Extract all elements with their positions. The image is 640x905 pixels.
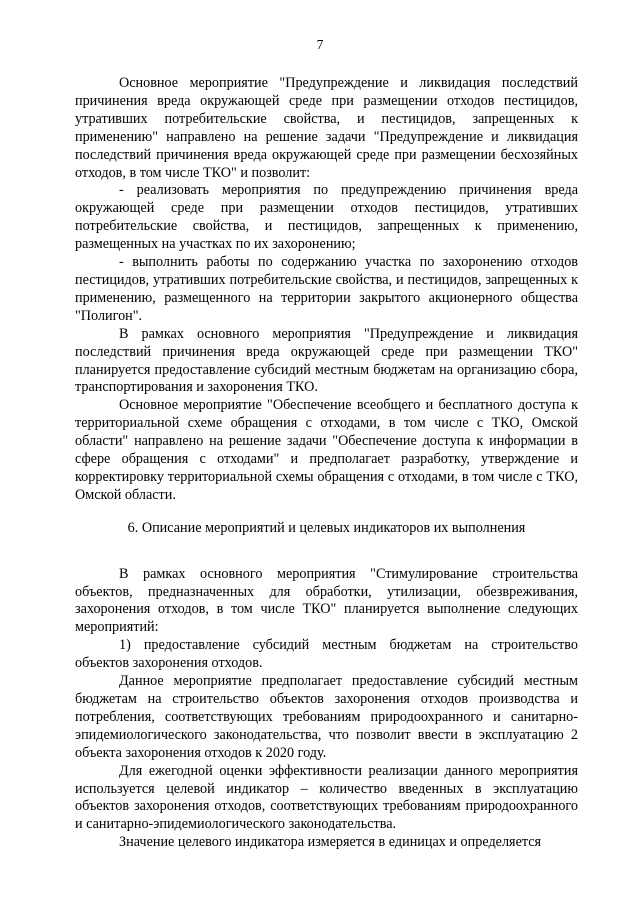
- paragraph: Основное мероприятие "Предупреждение и ликвидация последствий причинения вреда окружающей среде при размещении отходов пестицидов, утративших потребительские свойства, и пестицидов, запрещенных к применению" направлено на решение задачи "Предупреждение и ликвидация последствий причинения вреда окружающей среде при размещении бесхозяйных отходов, в том числе ТКО" и позволит:: [75, 75, 578, 181]
- paragraph: В рамках основного мероприятия "Предупреждение и ликвидация последствий причинения вреда окружающей среде при размещении ТКО" планируется предоставление субсидий местным бюджетам на организацию сбора, транспортирования и захоронения ТКО.: [75, 325, 578, 396]
- paragraph: Значение целевого индикатора измеряется в единицах и определяется: [119, 834, 542, 851]
- paragraph: В рамках основного мероприятия "Стимулирование строительства объектов, предназначенных для обработки, утилизации, обезвреживания, захоронения отходов, в том числе ТКО" планируется выполнение следующих мероприятий:: [75, 565, 578, 636]
- paragraph: - реализовать мероприятия по предупреждению причинения вреда окружающей среде при размещении отходов пестицидов, утративших потребительские свойства, и пестицидов, запрещенных к применению, размещенных на участках по их захоронению;: [75, 182, 578, 253]
- page-number: 7: [316, 37, 324, 52]
- paragraph: 1) предоставление субсидий местным бюджетам на строительство объектов захоронения отходов.: [75, 637, 578, 672]
- paragraph: Основное мероприятие "Обеспечение всеобщего и бесплатного доступа к территориальной схеме обращения с отходами, в том числе с ТКО, Омской области" направлено на решение задачи "Обеспечение доступа к информации в сфере обращения с отходами" и предполагает разработку, утверждение и корректировку территориальной схемы обращения с отходами, в том числе с ТКО, Омской области.: [75, 397, 578, 503]
- paragraph: Данное мероприятие предполагает предоставление субсидий местным бюджетам на строительство объектов захоронения отходов производства и потребления, соответствующих требованиям природоохранного и санитарно-эпидемиологического законодательства, что позволит ввести в эксплуатацию 2 объекта захоронения отходов к 2020 году.: [75, 673, 578, 761]
- section-heading: 6. Описание мероприятий и целевых индикаторов их выполнения: [127, 519, 526, 536]
- document-body: [75, 75, 578, 852]
- paragraph: - выполнить работы по содержанию участка по захоронению отходов пестицидов, утративших потребительские свойства, и пестицидов, запрещенных к применению, размещенного на территории закрытого акционерного общества "Полигон".: [75, 254, 578, 324]
- paragraph: Для ежегодной оценки эффективности реализации данного мероприятия используется целевой индикатор – количество введенных в эксплуатацию объектов захоронения отходов, соответствующих требованиям природоохранного и санитарно-эпидемиологического законодательства.: [75, 762, 578, 833]
